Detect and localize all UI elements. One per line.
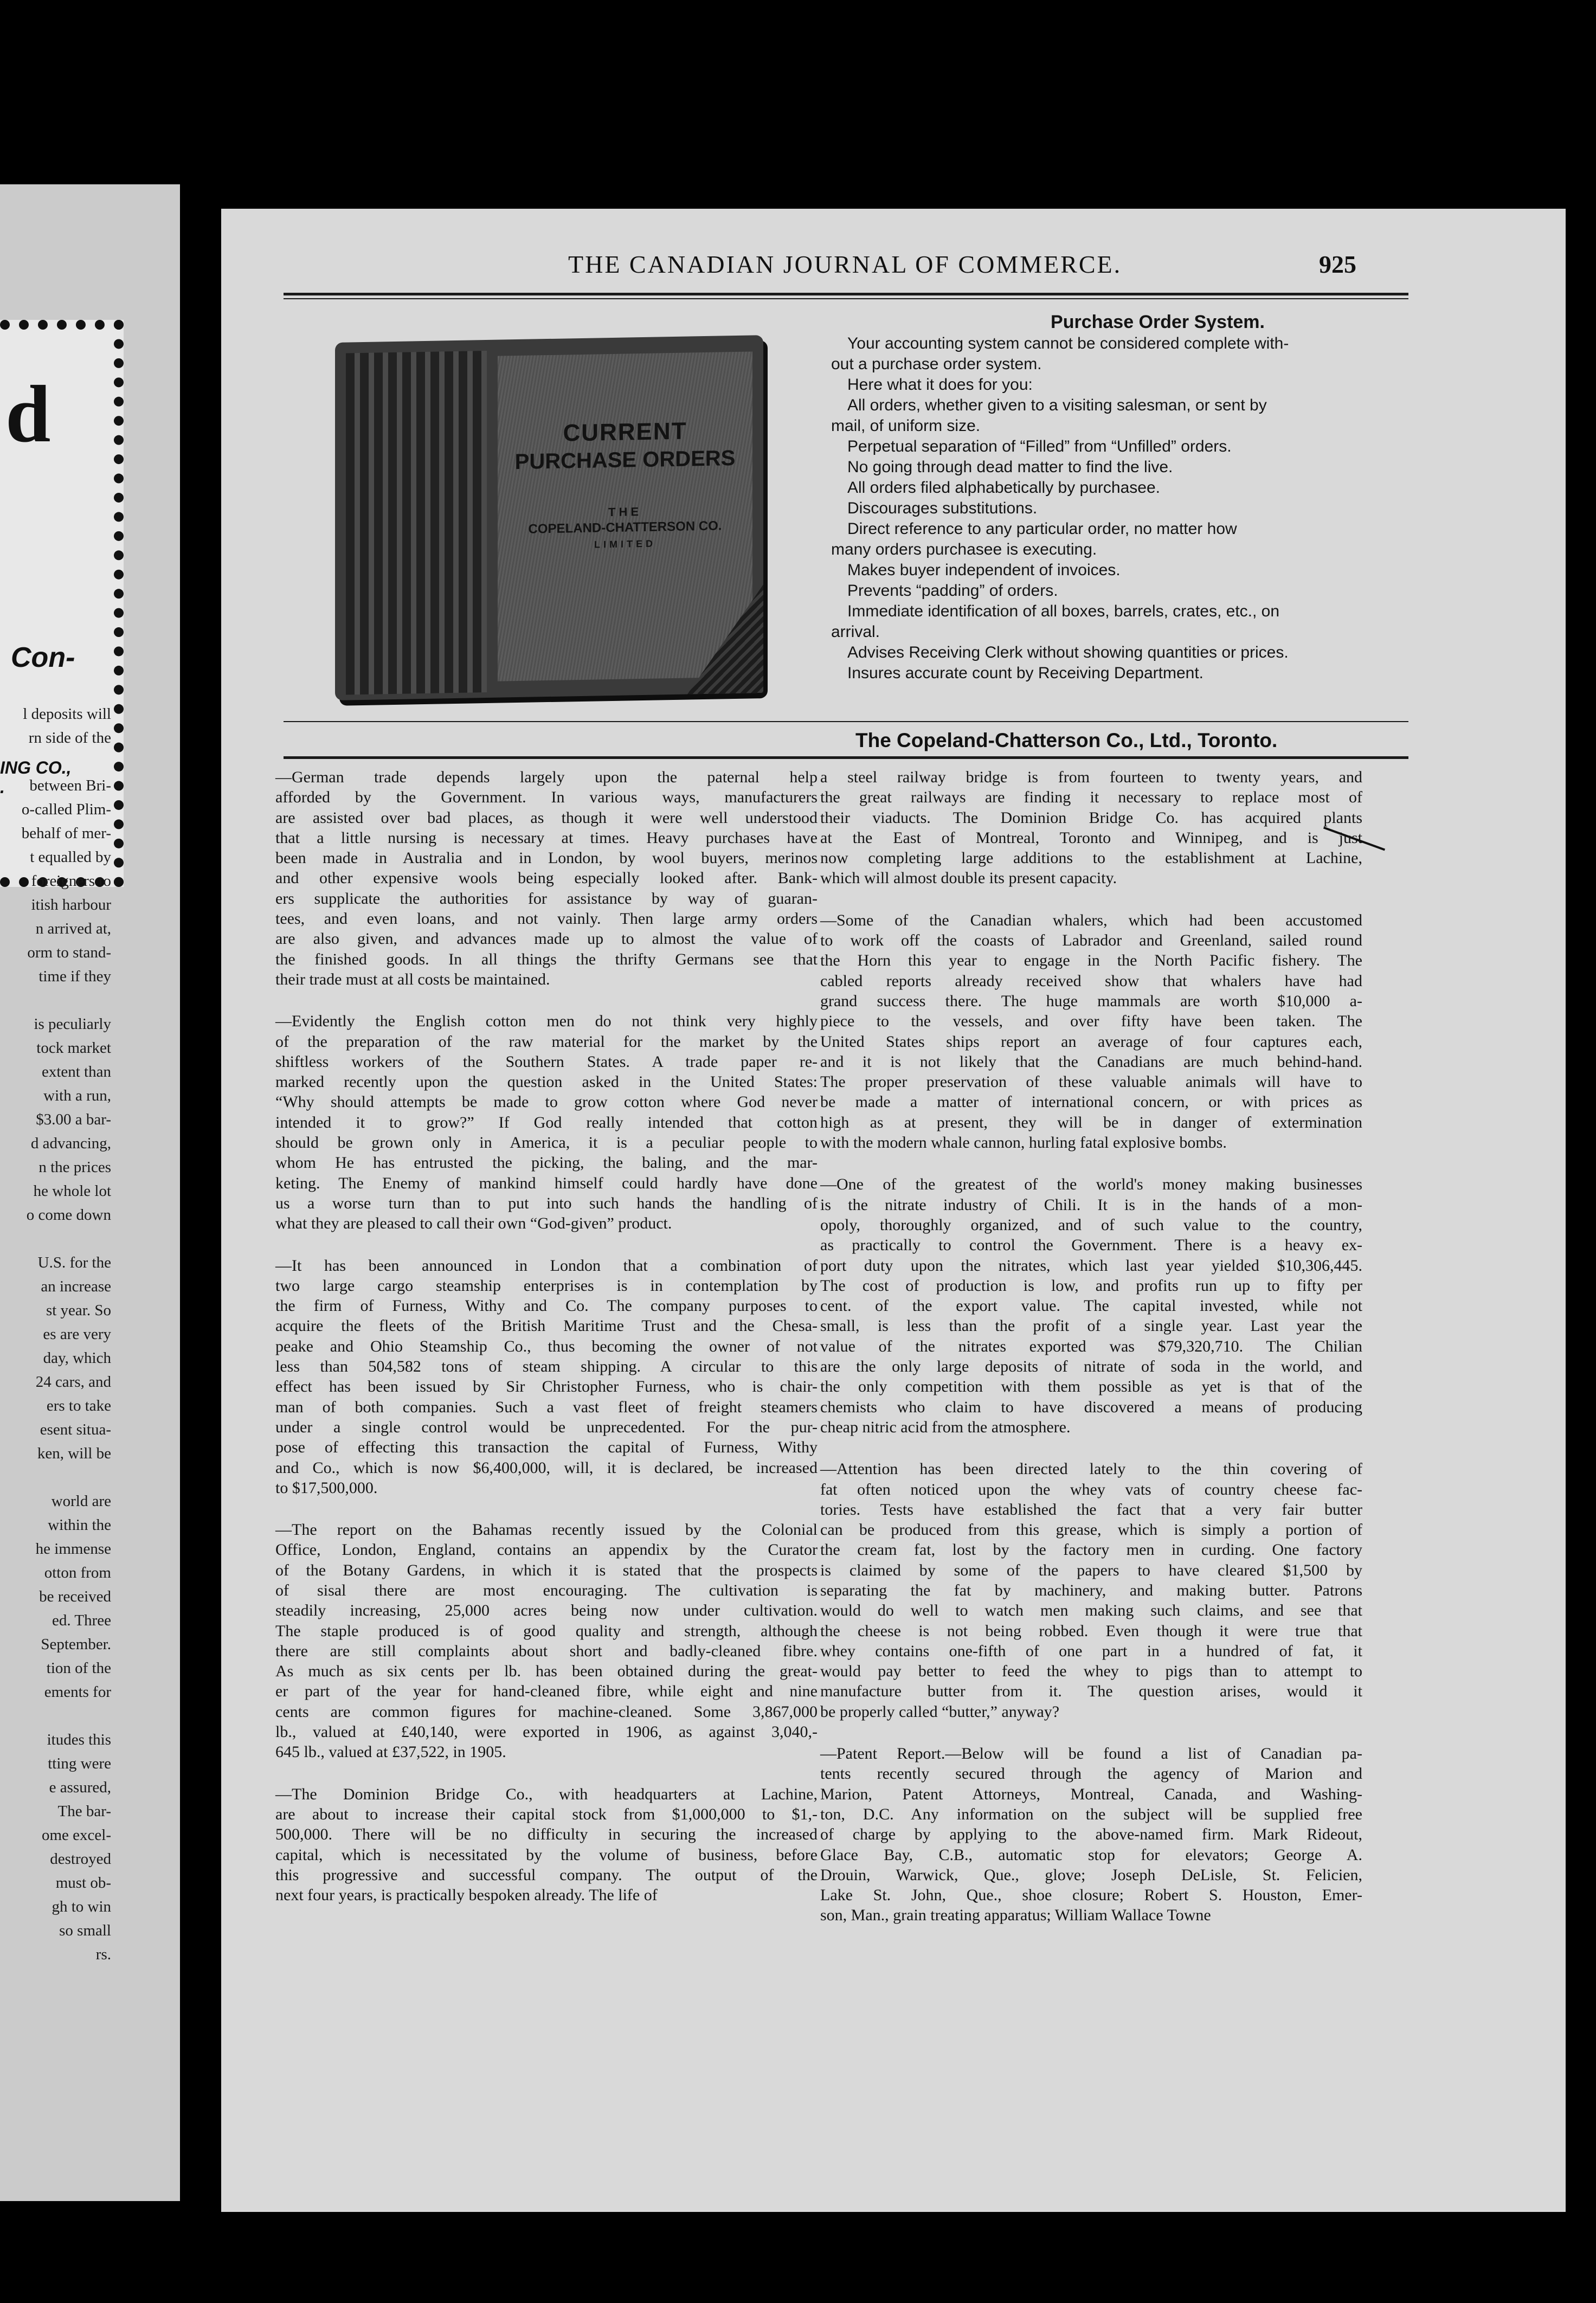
advertisement-line: Prevents “padding” of orders. [847,582,1058,600]
article-line: now completing large additions to the establishment at Lachine, [820,849,1362,867]
adjacent-text-line: U.S. for the [37,1254,111,1271]
binder-label [492,416,758,552]
article-line: —Patent Report.—Below will be found a list of Canadian pa- [820,1745,1362,1763]
adjacent-text-line: between Bri- [29,777,111,794]
article-line: next four years, is practically bespoken already. The life of [275,1886,658,1905]
article-line: this progressive and successful company. The output of the [275,1865,818,1884]
article-line: port duty upon the nitrates, which last year yielded $10,306,445. [820,1256,1362,1275]
article-line: —Evidently the English cotton men do not think very highly [275,1012,818,1031]
adjacent-text-line: itudes this [47,1731,111,1748]
advertisement-line: Here what it does for you: [847,376,1033,394]
adjacent-text-line: otton from [44,1564,111,1581]
article-line: lb., valued at £40,140, were exported in 1906, as against 3,040,- [275,1723,818,1741]
binder-label-line: CURRENT [563,417,687,447]
article-line: manufacture butter from it. The question arises, would it [820,1682,1362,1701]
article-line: —Attention has been directed lately to the thin covering of [820,1460,1362,1478]
article-line: effect has been issued by Sir Christopher Furness, who is chair- [275,1378,818,1396]
adjacent-text-line: o come down [26,1206,111,1224]
article-line: would do well to watch men making such claims, and see that [820,1601,1362,1620]
advertisement-line: Makes buyer independent of invoices. [847,561,1121,579]
article-line: —Some of the Canadian whalers, which had been accustomed [820,911,1362,929]
article-paragraph [820,1744,1362,1926]
article-line: high as at present, they will be in danger of extermination [820,1113,1362,1131]
article-paragraph [820,767,1362,889]
adjacent-text-line: ome excel- [41,1826,111,1844]
article-line: whey contains one-fifth of one part in a hundred of fat, it [820,1642,1362,1660]
article-line: been made in Australia and in London, by wool buyers, merinos [275,849,818,867]
adjacent-text-line: d advancing, [30,1135,111,1152]
advertisement-line: Discourages substitutions. [847,499,1038,517]
adjacent-text-line: ers to take [46,1397,111,1414]
article-paragraph [275,1256,818,1498]
adjacent-text-line: n the prices [38,1159,111,1176]
article-line: keting. The Enemy of mankind himself could hardly have done [275,1174,818,1192]
adjacent-ad-company-line: . [0,777,5,797]
article-paragraph [275,1784,818,1906]
article-paragraph [275,1520,818,1762]
adjacent-text-line: o-called Plim- [21,801,111,818]
advertisement-heading: Purchase Order System. [1051,312,1265,332]
article-line: “Why should attempts be made to grow cotton where God never [275,1093,818,1111]
article-line: a steel railway bridge is from fourteen to twenty years, and [820,768,1362,786]
article-line: intended it to grow?” If God really intended that cotton [275,1113,818,1131]
adjacent-text-line: time if they [38,968,111,985]
adjacent-text-line: tting were [48,1755,111,1772]
article-line: the Horn this year to engage in the North Pacific fishery. The [820,951,1362,970]
binder-spine [346,351,487,695]
binder-label-line: PURCHASE ORDERS [514,446,736,474]
adjacent-text-line: ements for [44,1683,111,1701]
adjacent-text-line: orm to stand- [27,944,111,961]
article-line: fat often noticed upon the whey vats of country cheese fac- [820,1480,1362,1498]
article-line: of the Botany Gardens, in which it is stated that the prospects [275,1561,818,1579]
article-line: chemists who claim to have discovered a means of producing [820,1398,1362,1416]
ad-rule-top [284,721,1408,722]
article-line: grand success there. The huge mammals are worth $10,000 a- [820,992,1362,1010]
article-line: be made a matter of international concern, or with prices as [820,1093,1362,1111]
adjacent-text-line: tion of the [46,1659,111,1677]
adjacent-page-text [0,702,111,1966]
article-line: cabled reports already received show that whalers have had [820,972,1362,990]
article-line: —One of the greatest of the world's money making businesses [820,1175,1362,1194]
article-line: as practically to control the Government. There is a heavy ex- [820,1236,1362,1255]
article-line: —It has been announced in London that a combination of [275,1256,818,1275]
article-line: is the nitrate industry of Chili. It is in the hands of a mon- [820,1195,1362,1214]
article-line: ers supplicate the authorities for assistance by way of guaran- [275,889,818,908]
adjacent-text-line: must ob- [55,1874,111,1892]
article-paragraph [820,1174,1362,1437]
article-line: 645 lb., valued at £37,522, in 1905. [275,1743,506,1761]
article-line: Glace Bay, C.B., automatic stop for elevators; George A. [820,1845,1362,1864]
article-line: —The Dominion Bridge Co., with headquarters at Lachine, [275,1785,818,1803]
binder-label-line: LIMITED [594,538,656,550]
article-line: are also given, and advances made up to almost the value of [275,930,818,948]
adjacent-text-line: tock market [36,1039,111,1057]
adjacent-text-line: itish harbour [31,896,111,914]
adjacent-ad-con: Con- [11,642,75,673]
adjacent-text-line [0,750,111,774]
page-number: 925 [1319,250,1356,278]
adjacent-text-line: be received [39,1588,111,1605]
article-line: with the modern whale cannon, hurling fatal explosive bombs. [820,1134,1227,1152]
article-line: and it is not likely that the Canadians are much behind-hand. [820,1052,1362,1071]
adjacent-text-line: foreigners to [31,872,111,890]
article-line: tories. Tests have established the fact that a very fair butter [820,1500,1362,1519]
advertisement-line: No going through dead matter to find the live. [847,458,1173,476]
article-line: which will almost double its present capacity. [820,869,1117,887]
adjacent-text-line: e assured, [49,1779,111,1796]
article-line: 500,000. There will be no difficulty in securing the increased [275,1825,818,1844]
advertisement-line: Direct reference to any particular order, no matter how [847,520,1237,538]
article-line: acquire the fleets of the British Maritime Trust and the Chesa- [275,1317,818,1335]
adjacent-text-line: rs. [95,1946,111,1963]
adjacent-text-line: The bar- [57,1803,111,1820]
article-line: marked recently upon the question asked in the United States: [275,1073,818,1091]
journal-title: THE CANADIAN JOURNAL OF COMMERCE. [568,250,1122,278]
text-column-left [275,767,818,1927]
adjacent-text-line [0,1465,111,1489]
article-line: are about to increase their capital stock from $1,000,000 to $1,- [275,1805,818,1823]
binder-image [335,335,763,700]
article-line: cent. of the export value. The capital invested, while not [820,1297,1362,1315]
advertiser-company: The Copeland-Chatterson Co., Ltd., Toronto. [855,729,1278,751]
article-paragraph [820,1459,1362,1722]
article-line: tents recently secured through the agency of Marion and [820,1765,1362,1783]
article-line: what they are pleased to call their own “God-given” product. [275,1214,672,1233]
article-line: to $17,500,000. [275,1478,378,1497]
article-line: can be produced from this grease, which is simply a portion of [820,1521,1362,1539]
article-line: of sisal there are most encouraging. The cultivation is [275,1581,818,1599]
adjacent-text-line: $3.00 a bar- [36,1111,111,1128]
adjacent-text-line: he immense [35,1540,111,1558]
header-rule-thin [284,298,1408,299]
adjacent-text-line: l deposits will [23,705,111,723]
article-line: of charge by applying to the above-named firm. Mark Rideout, [820,1825,1362,1844]
advertisement-lines [831,333,1419,684]
article-line: are the only large deposits of nitrate of soda in the world, and [820,1358,1362,1376]
adjacent-text-line: es are very [43,1326,111,1343]
adjacent-text-line: 24 cars, and [35,1373,111,1391]
adjacent-text-line: behalf of mer- [21,825,111,842]
article-line: Marion, Patent Attorneys, Montreal, Canada, and Washing- [820,1785,1362,1803]
adjacent-text-line: esent situa- [40,1421,111,1438]
advertisement-line: many orders purchasee is executing. [831,541,1097,558]
article-paragraph [275,1011,818,1233]
adjacent-text-line: rn side of the [28,729,111,747]
article-line: opoly, thoroughly organized, and of such value to the country, [820,1215,1362,1234]
advertisement-line: All orders filed alphabetically by purchasee. [847,479,1160,497]
article-line: their viaducts. The Dominion Bridge Co. has acquired plants [820,808,1362,827]
adjacent-text-line: an increase [41,1278,111,1295]
journal-page [221,209,1566,2212]
adjacent-text-line: n arrived at, [35,920,111,937]
adjacent-text-line: t equalled by [30,848,111,866]
article-line: at the East of Montreal, Toronto and Winnipeg, and is just [820,828,1362,847]
article-line: afforded by the Government. In various ways, manufacturers [275,788,818,807]
adjacent-text-line: st year. So [46,1302,111,1319]
article-line: As much as six cents per lb. has been obtained during the great- [275,1662,818,1681]
advertisement-line: out a purchase order system. [831,355,1042,373]
adjacent-page-strip [0,184,180,2201]
article-line: cheap nitric acid from the atmosphere. [820,1418,1071,1436]
article-line: er part of the year for hand-cleaned fibre, while eight and nine [275,1682,818,1701]
article-line: separating the fat by machinery, and making butter. Patrons [820,1581,1362,1599]
article-line: ton, D.C. Any information on the subject will be supplied free [820,1805,1362,1823]
article-paragraph [275,767,818,989]
ad-rule-bottom [284,756,1408,759]
article-line: —The report on the Bahamas recently issued by the Colonial [275,1521,818,1539]
article-line: less than 504,582 tons of steam shipping. A circular to this [275,1358,818,1376]
article-line: are assisted over bad places, as though it were well understood [275,808,818,827]
adjacent-text-line: extent than [41,1063,111,1080]
article-line: would pay better to feed the whey to pigs than to attempt to [820,1662,1362,1681]
article-line: —German trade depends largely upon the paternal help [275,768,818,786]
advertisement-line: Immediate identification of all boxes, barrels, crates, etc., on [847,602,1280,620]
article-line: that a little nursing is necessary at times. Heavy purchases have [275,828,818,847]
article-line: the cream fat, lost by the factory men in curding. One factory [820,1541,1362,1559]
article-line: under a single control would be unprecedented. For the pur- [275,1418,818,1436]
adjacent-text-line: so small [59,1922,111,1939]
article-line: the firm of Furness, Withy and Co. The company purposes to [275,1297,818,1315]
adjacent-text-line: gh to win [52,1898,111,1915]
article-line: Office, London, England, contains an appendix by the Curator [275,1541,818,1559]
adjacent-ad-letter: d [5,369,51,459]
article-line: two large cargo steamship enterprises is in contemplation by [275,1276,818,1295]
advertisement-line: All orders, whether given to a visiting salesman, or sent by [847,396,1267,414]
article-line: be properly called “butter,” anyway? [820,1702,1060,1721]
article-line: The staple produced is of good quality and strength, although [275,1622,818,1640]
article-line: the great railways are finding it necessary to replace most of [820,788,1362,807]
page-header [221,250,1566,288]
article-line: Lake St. John, Que., shoe closure; Robert S. Houston, Emer- [820,1886,1362,1905]
binder-label-line: COPELAND-CHATTERSON CO. [528,518,722,537]
article-line: of the preparation of the raw material for the market by the [275,1032,818,1051]
adjacent-text-line: is peculiarly [34,1015,111,1033]
adjacent-text-line: September. [41,1636,111,1653]
adjacent-text-line [0,1227,111,1251]
article-line: man of both companies. Such a vast fleet of freight steamers [275,1398,818,1416]
adjacent-ad-company-line: ING CO., [0,758,72,777]
article-line: The cost of production is low, and profits run up to fifty per [820,1276,1362,1295]
article-line: should be grown only in America, it is a peculiar people to [275,1134,818,1152]
advertisement-line: arrival. [831,623,880,641]
article-line: peake and Ohio Steamship Co., thus becoming the owner of not [275,1337,818,1355]
article-line: the cheese is not being robbed. Even though it were true that [820,1622,1362,1640]
adjacent-text-line: ed. Three [52,1612,111,1629]
advertisement-line: Insures accurate count by Receiving Department. [847,664,1204,682]
article-line: and other expensive wools being especially looked after. Bank- [275,869,818,887]
binder-illustration [313,317,780,710]
adjacent-text-line: day, which [43,1349,111,1367]
article-line: pose of effecting this transaction the capital of Furness, Withy [275,1438,818,1457]
article-line: their trade must at all costs be maintained. [275,970,550,988]
adjacent-text-line [0,988,111,1012]
advertisement-line: Advises Receiving Clerk without showing quantities or prices. [847,644,1289,661]
article-line: tees, and even loans, and not vainly. Then large army orders [275,910,818,928]
article-line: to work off the coasts of Labrador and Greenland, sailed round [820,931,1362,950]
article-line: the only competition with them possible as yet is that of the [820,1378,1362,1396]
article-paragraph [820,910,1362,1153]
advertisement-line: Your accounting system cannot be considered complete with- [847,334,1289,352]
article-line: and Co., which is now $6,400,000, will, it is declared, be increased [275,1458,818,1477]
adjacent-text-line: with a run, [43,1087,111,1104]
article-line: value of the nitrates exported was $79,320,710. The Chilian [820,1337,1362,1355]
binder-label-line: THE [608,505,642,519]
article-line: The proper preservation of these valuable animals will have to [820,1073,1362,1091]
adjacent-text-line: world are [51,1493,111,1510]
article-line: the finished goods. In all things the thrifty Germans see that [275,950,818,968]
article-line: steadily increasing, 25,000 acres being now under cultivation. [275,1601,818,1620]
article-line: Drouin, Warwick, Que., glove; Joseph DeLisle, St. Felicien, [820,1865,1362,1884]
article-line: shiftless workers of the Southern States. A trade paper re- [275,1052,818,1071]
header-rule [284,293,1408,295]
adjacent-text-line: destroyed [50,1850,111,1868]
article-line: piece to the vessels, and over fifty have been taken. The [820,1012,1362,1031]
article-line: United States ships report an average of four captures each, [820,1032,1362,1051]
advertisement-line: mail, of uniform size. [831,417,981,435]
adjacent-text-line: he whole lot [33,1182,111,1200]
article-line: us a worse turn than to put into such hands the handling of [275,1194,818,1212]
article-line: there are still complaints about short and badly-cleaned fibre. [275,1642,818,1660]
article-line: small, is less than the profit of a single year. Last year the [820,1317,1362,1335]
adjacent-text-line: ken, will be [37,1445,111,1462]
adjacent-text-line [0,1704,111,1728]
adjacent-text-line: within the [48,1516,111,1534]
article-line: is claimed by some of the papers to have cleared $1,500 by [820,1561,1362,1579]
article-line: cents are common figures for machine-cleaned. Some 3,867,000 [275,1702,818,1721]
advertisement-text [831,312,1419,684]
article-line: capital, which is necessitated by the volume of business, before [275,1845,818,1864]
text-column-right [820,767,1362,1947]
article-line: whom He has entrusted the picking, the baling, and the mar- [275,1154,818,1172]
article-line: son, Man., grain treating apparatus; William Wallace Towne [820,1906,1211,1925]
advertisement-line: Perpetual separation of “Filled” from “Unfilled” orders. [847,438,1232,455]
